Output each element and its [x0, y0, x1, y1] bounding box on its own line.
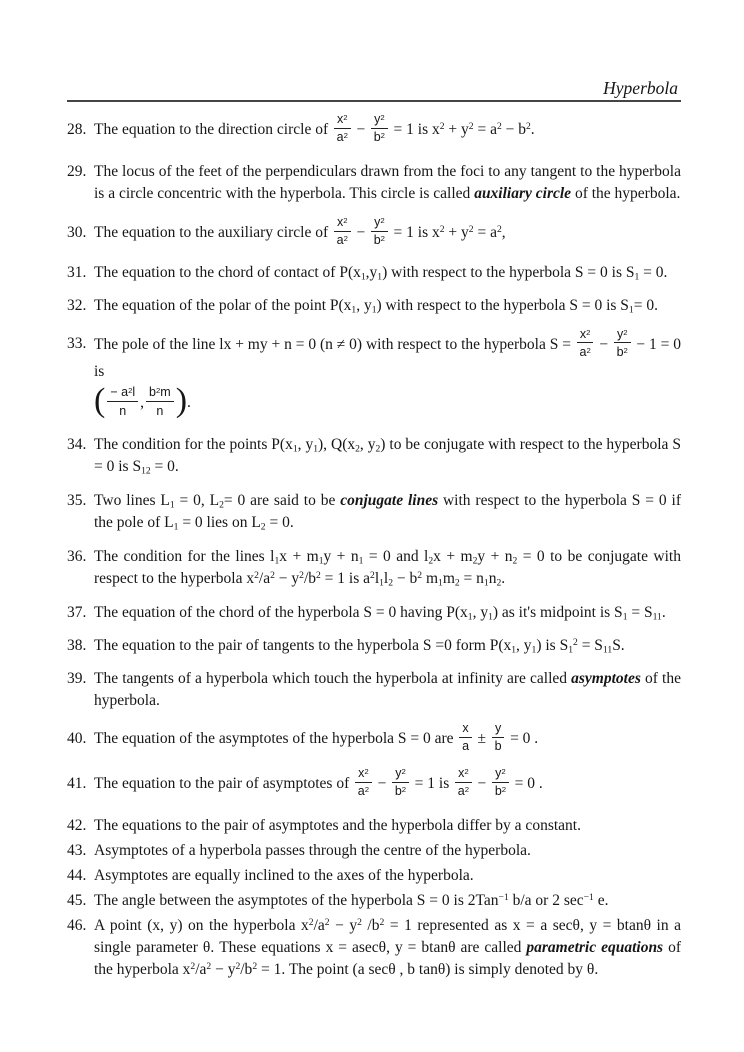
fraction	[146, 385, 174, 418]
fraction-denominator: b	[494, 739, 502, 754]
item-text	[94, 723, 681, 756]
fraction	[334, 112, 351, 145]
list-item	[67, 295, 681, 317]
list-item	[67, 114, 681, 147]
list-item	[67, 262, 681, 284]
fraction	[334, 215, 351, 248]
items-list	[67, 114, 681, 981]
fraction-denominator: $b^2$	[373, 233, 385, 248]
emphasis-text: parametric equations	[526, 938, 664, 956]
item-text	[94, 840, 681, 862]
emphasis-text: auxiliary circle	[474, 184, 572, 202]
item-text	[94, 890, 681, 912]
text-run: Two lines $L_1 = 0$, $L_2= 0$ are said to be	[94, 492, 341, 511]
item-number: 43.	[67, 841, 87, 859]
text-run: −	[595, 335, 612, 353]
page-title: Hyperbola	[603, 78, 678, 98]
text-run: A point (x, y) on the hyperbola $x^2/a^2 - y^2$ $/b^2 = 1$ represented as x = a secθ, y = btanθ in a single parameter θ. These equations x = asecθ, y = btanθ are called	[94, 916, 681, 956]
item-number: 36.	[67, 548, 87, 565]
item-text	[94, 865, 681, 887]
item-text	[94, 635, 681, 657]
text-run: The equation of the chord of the hyperbola S = 0 having $P(x_1$, $y_1$) as it's midpoint is $S_1 = S_{11}$.	[94, 604, 666, 623]
page-content	[67, 78, 681, 981]
item-number: 29.	[67, 162, 87, 180]
fraction-denominator: $a^2$	[579, 344, 591, 359]
fraction	[107, 385, 138, 418]
item-number: 32.	[67, 296, 87, 314]
fraction	[355, 766, 372, 799]
item-number: 41.	[67, 774, 87, 792]
item-text	[94, 490, 681, 534]
fraction	[492, 721, 504, 754]
text-run: The equation of the asymptotes of the hyperbola S = 0 are	[94, 729, 458, 747]
fraction-numerator: $y^2$	[371, 112, 388, 129]
text-run: = 0 .	[506, 729, 539, 747]
item-text	[94, 815, 681, 837]
list-item	[67, 635, 681, 657]
text-run: The equation to the chord of contact of $P(x_1,y_1)$ with respect to the hyperbola S = 0 is $S_1 = 0$.	[94, 263, 668, 282]
text-run: The equations to the pair of asymptotes and the hyperbola differ by a constant.	[94, 816, 581, 834]
text-run: of the hyperbola.	[94, 670, 681, 709]
fraction	[459, 721, 471, 754]
text-run: of the hyperbola $x^2/a^2 - y^2/b^2 = 1$. The point (a secθ , b tanθ) is simply denoted by θ.	[94, 938, 681, 978]
item-text	[94, 668, 681, 712]
text-run: − 1 = 0 is	[94, 335, 681, 381]
big-paren: )	[175, 381, 188, 419]
big-paren: (	[94, 381, 106, 419]
item-number: 28.	[67, 120, 87, 138]
item-text	[94, 161, 681, 205]
fraction-numerator: $y^2$	[492, 766, 509, 783]
item-number: 33.	[67, 335, 87, 353]
list-item	[67, 214, 681, 250]
item-number: 37.	[67, 604, 87, 621]
text-run: ,	[140, 394, 145, 412]
text-run: = 1 is $x^2 + y^2 = a^2$,	[389, 223, 506, 241]
item-text	[94, 434, 681, 478]
fraction-numerator: $b^2m$	[146, 385, 174, 402]
item-number: 31.	[67, 263, 87, 281]
item-text	[94, 262, 681, 284]
fraction-denominator: $b^2$	[494, 784, 507, 799]
text-run: Asymptotes of a hyperbola passes through the centre of the hyperbola.	[94, 841, 531, 859]
list-item	[67, 434, 681, 478]
header-rule	[67, 100, 681, 102]
item-number: 38.	[67, 637, 87, 654]
item-number: 30.	[67, 223, 87, 241]
item-text	[94, 326, 681, 421]
item-text	[94, 214, 681, 250]
emphasis-text: asymptotes	[571, 670, 641, 687]
text-run: of the hyperbola.	[571, 184, 681, 202]
item-text	[94, 602, 681, 624]
text-run: The equation to the direction circle of	[94, 120, 333, 138]
item-text	[94, 114, 681, 147]
fraction-numerator: − $a^2l$	[107, 385, 138, 402]
text-run: −	[352, 223, 370, 241]
list-item	[67, 602, 681, 624]
text-run: The tangents of a hyperbola which touch the hyperbola at infinity are called	[94, 670, 572, 687]
text-run: The pole of the line lx + my + n = 0 (n ≠ 0) with respect to the hyperbola S =	[94, 335, 575, 353]
item-number: 46.	[67, 916, 87, 934]
fraction	[371, 215, 388, 248]
fraction	[492, 766, 509, 799]
fraction-denominator: $b^2$	[394, 784, 407, 799]
item-number: 42.	[67, 816, 87, 834]
fraction-denominator: $a^2$	[457, 784, 470, 799]
list-item	[67, 890, 681, 912]
item-number: 35.	[67, 492, 87, 509]
fraction	[455, 766, 472, 799]
item-text	[94, 295, 681, 317]
list-item	[67, 765, 681, 801]
item-text	[94, 546, 681, 590]
text-run: The condition for the lines $l_1x + m_1y + n_1 = 0$ and $l_2x + m_2y + n_2 = 0$ to be conjugate with respect to the hyperbola $x^2/a^2 - y^2/b^2 = 1$ is $a^2l_1l_2 - b^2$ $m_1m_2 = n_1n_2$.	[94, 548, 681, 589]
fraction	[392, 766, 409, 799]
list-item	[67, 490, 681, 534]
text-run: The equation to the pair of tangents to the hyperbola S =0 form $P(x_1$, $y_1$) is $S_1^2 = S_{11}S$.	[94, 637, 625, 656]
fraction-numerator: $x^2$	[355, 766, 372, 783]
fraction-denominator: $a^2$	[336, 233, 348, 248]
fraction-numerator: $x^2$	[334, 215, 351, 232]
fraction-denominator: a	[462, 739, 470, 754]
text-run: −	[352, 120, 370, 138]
text-run: .	[187, 394, 191, 412]
fraction-denominator: $a^2$	[357, 784, 370, 799]
fraction-numerator: $x^2$	[455, 766, 472, 783]
fraction	[371, 112, 388, 145]
fraction-numerator: $y^2$	[392, 766, 409, 783]
text-run: The angle between the asymptotes of the hyperbola S = 0 is 2Tan$^{-1}$ b/a or 2 $\sec^{-1} e$.	[94, 891, 609, 909]
item-number: 44.	[67, 866, 87, 884]
text-run: −	[373, 774, 391, 792]
item-text	[94, 915, 681, 981]
fraction-numerator: $y^2$	[614, 327, 631, 344]
text-run: = 1 is $x^2 + y^2 = a^2 - b^2$.	[389, 120, 535, 138]
fraction-numerator: x	[459, 721, 471, 738]
text-run: ±	[473, 729, 490, 747]
fraction-denominator: n	[119, 403, 127, 418]
item-text-line2	[94, 381, 681, 420]
list-item	[67, 840, 681, 862]
item-text	[94, 765, 681, 801]
fraction-denominator: $b^2$	[373, 130, 385, 145]
fraction-denominator: $a^2$	[336, 130, 348, 145]
text-run: The locus of the feet of the perpendiculars drawn from the foci to any tangent to the hyperbola is a circle concentric with the hyperbola. This circle is called	[94, 162, 681, 202]
text-run: The equation to the auxiliary circle of	[94, 223, 333, 241]
fraction-numerator: $y^2$	[371, 215, 388, 232]
text-run: −	[473, 774, 491, 792]
list-item	[67, 723, 681, 756]
list-item	[67, 915, 681, 981]
item-number: 39.	[67, 670, 87, 687]
fraction-numerator: $x^2$	[577, 327, 594, 344]
text-run: with respect to the hyperbola S = 0 if the pole of $L_1 = 0$ lies on $L_2 = 0$.	[94, 492, 681, 533]
fraction-denominator: $b^2$	[616, 344, 628, 359]
fraction-denominator: n	[156, 403, 164, 418]
list-item	[67, 546, 681, 590]
text-run: = 0 .	[510, 774, 543, 792]
item-number: 45.	[67, 891, 87, 909]
text-run: The condition for the points $P(x_1$, $y_1$), $Q(x_2$, $y_2$) to be conjugate with respect to the hyperbola S = 0 is $S_{12} = 0$.	[94, 436, 681, 477]
fraction-numerator: y	[492, 721, 504, 738]
text-run: The equation to the pair of asymptotes of	[94, 774, 354, 792]
list-item	[67, 161, 681, 205]
list-item	[67, 326, 681, 421]
fraction	[577, 327, 594, 360]
list-item	[67, 865, 681, 887]
fraction	[614, 327, 631, 360]
item-number: 40.	[67, 729, 87, 747]
emphasis-text: conjugate lines	[340, 492, 439, 509]
fraction-numerator: $x^2$	[334, 112, 351, 129]
text-run: = 1 is	[410, 774, 454, 792]
list-item	[67, 668, 681, 712]
text-run: Asymptotes are equally inclined to the axes of the hyperbola.	[94, 866, 474, 884]
item-number: 34.	[67, 436, 87, 453]
text-run: The equation of the polar of the point $P(x_1$, $y_1$) with respect to the hyperbola S = 0 is $S_1= 0$.	[94, 296, 658, 315]
list-item	[67, 815, 681, 837]
